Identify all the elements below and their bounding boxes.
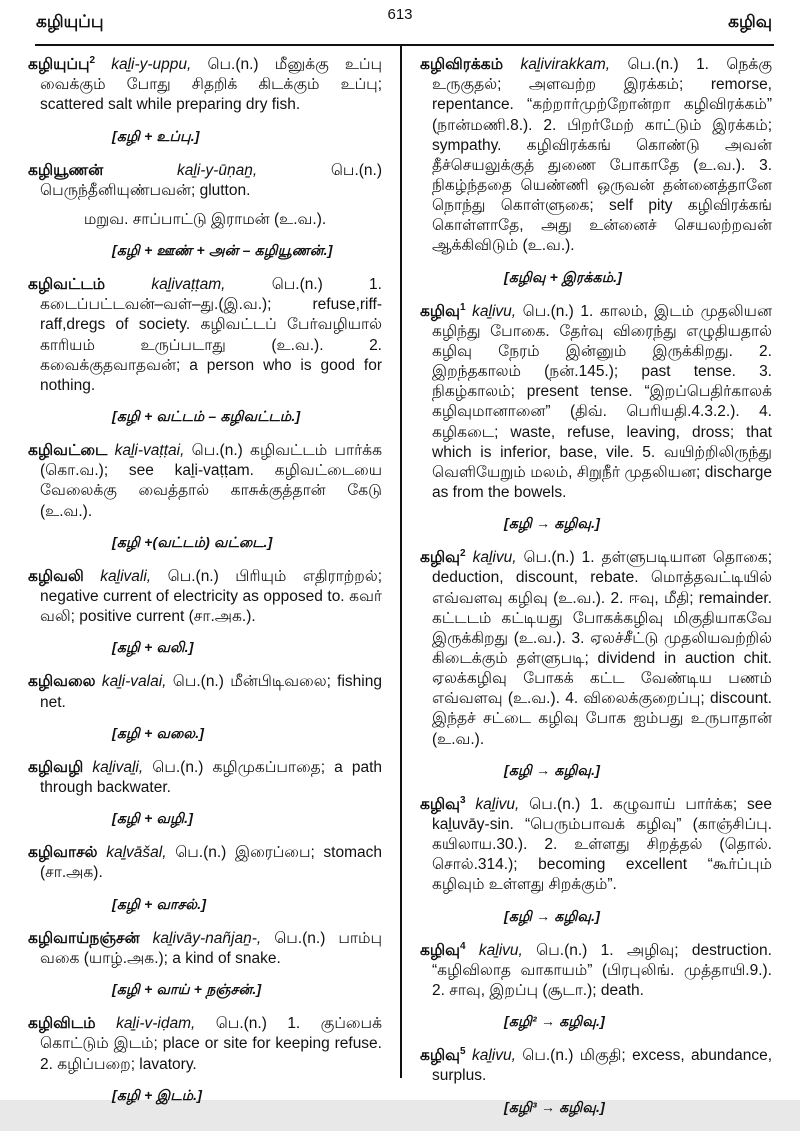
etymology: [கழி³ → கழிவு.]	[504, 1098, 605, 1115]
columns-container	[28, 54, 772, 1131]
headword: கழிவலி	[28, 567, 84, 585]
headword-sense-number: 2	[460, 548, 466, 560]
headword: கழிவு$^4$	[420, 940, 466, 959]
headword: கழிவட்டம்	[28, 276, 106, 294]
entry-kalivu-2	[420, 547, 772, 781]
header-rule	[35, 44, 774, 46]
transliteration: kaḻivu,	[472, 549, 517, 567]
entry-kaliyunan	[28, 160, 382, 261]
etymology: [கழிவு + இரக்கம்.]	[504, 268, 623, 285]
headword: கழிவட்டை	[28, 442, 108, 460]
right-column	[400, 54, 772, 1131]
entry-kalivali-path	[28, 757, 382, 829]
transliteration: kaḻivu,	[475, 795, 520, 813]
etymology: [கழி +(வட்டம்) வட்டை.]	[112, 533, 273, 550]
entry-kalivasal	[28, 842, 382, 914]
headword-sense-number: 5	[460, 1046, 466, 1058]
entry-kalivaynanjan	[28, 928, 382, 1000]
definition-text: பெ.(n.) 1. அழிவு; destruction. “கழிவிலாத வாகாயம்” (பிரபுலிங். முத்தாயி.9.). 2. சாவு, இறப்பு (சூடா.); death.	[432, 941, 772, 999]
definition-text: பெ.(n.) 1. தள்ளுபடியான தொகை; deduction, discount, rebate. மொத்தவட்டியில் எவ்வளவு கழிவு (உ.வ.). 2. ஈவு, மீதி; remainder. கட்டடம் கட்டியது போகக்கழிவு மிகுதியாகவே இருக்கிறது (உ.வ.). 3. ஏலச்சீட்டு முதலியவற்றில் கிடைக்கும் தள்ளுபடி; dividend in auction chit. ஏலக்கழிவு போகக் கட்ட வேண்டிய பணம் எவ்வளவு (உ.வ.). 4. விலைக்குறைப்பு; discount. இந்தச் சட்டை கழிவு போக ஐம்பது உருபாதான் (உ.வ.).	[432, 549, 773, 748]
headword: கழிவாசல்	[28, 844, 98, 862]
etymology: [கழி + வழி.]	[112, 810, 194, 827]
headword-sense-number: 2	[89, 55, 96, 66]
definition-text: பெ.(n.) 1. கழுவாய் பார்க்க; see kaḻuvāy-sin. “பெரும்பாவக் கழிவு” (காஞ்சிப்பு. கயிலாய.30.). 2. உள்ளது சிறத்தல் (தொல். சொல்.314.); becoming excellent “கூர்ப்பும் கழிவும் உள்ளது சிறக்கும்”.	[432, 795, 772, 894]
transliteration: kaḻivu,	[478, 941, 523, 959]
etymology: [கழி → கழிவு.]	[504, 907, 601, 924]
transliteration: kaḻi-valai,	[101, 673, 167, 691]
etymology: [கழி + உப்பு.]	[112, 127, 200, 144]
entry-kalivu-4	[420, 940, 772, 1033]
transliteration: kaḻivu,	[471, 1047, 516, 1065]
headword-sense-number: 4	[460, 940, 466, 952]
definition-text: பெ.(n.) கழிவட்டம் பார்க்க (கொ.வ.); see kaḻi-vaṭṭam. கழிவட்டையை வேலைக்கு வைத்தால் காசுக்குத்தான் கேடு (உ.வ.).	[40, 442, 382, 520]
entry-kaliyuppu	[28, 54, 382, 147]
headword-sense-number: 3	[460, 794, 466, 806]
definition-text: பெ.(n.) 1. காலம், இடம் முதலியன கழிந்து போகை. தேர்வு விரைந்து எழுதியதால் கழிவு நேரம் இன்னும் இருக்கிறது. 2. இறந்தகாலம் (நன்.145.); past tense. 3. நிகழ்காலம்; present tense. “இறப்பெதிர்காலக் கழிவுமானானை” (திவ். பெரியதி.4.3.2.). 4. கழிகடை; waste, refuse, leaving, dross; that which is inferior, base, vile. 5. வயிற்றிலிருந்து வெளியேறும் மலம், சிறுநீர் முதலியன; discharge as from the bowels.	[432, 302, 772, 501]
headword: கழிவு$^5$	[420, 1046, 466, 1065]
left-column	[28, 54, 400, 1131]
headword: கழிவழி	[28, 758, 84, 776]
definition-text: பெ.(n.) 1. நெக்கு உருகுதல்; அளவற்ற இரக்கம்; remorse, repentance. “கற்றார்முற்றோன்றா கழிவிரக்கம்” (நான்மணி.8.). 2. பிறர்மேற் காட்டும் இரக்கம்; sympathy. கழிவிரக்கங் கொண்டு அவன் தீச்செயலுக்குத் துணை போகாதே (உ.வ.). 3. நிகழ்ந்ததை யெண்ணி ஒருவன் தன்னைத்தானே நொந்து கொள்ளுகை; self pity கழிவிரக்கங் கொள்ளாதே, அது உன்னைச் செயலற்றவன் ஆக்கிவிடும் (உ.வ.).	[432, 56, 772, 255]
definition-text: பெ.(n.) பிரியும் எதிராற்றல்; negative current of electricity as opposed to. கவர் வலி; positive current (சா.அக.).	[40, 567, 382, 626]
definition-text: பெ.(n.) பெருந்தீனியுண்பவன்; glutton.	[40, 161, 383, 199]
entry-kalivu-3	[420, 794, 772, 927]
transliteration: kaḻi-y-uppu,	[111, 56, 192, 74]
etymology: [கழி + ஊண் + அன் – கழியூணன்.]	[112, 242, 333, 259]
entry-kalivali-current	[28, 566, 382, 659]
etymology: [கழி² → கழிவு.]	[504, 1013, 605, 1030]
etymology: [கழி + வலி.]	[112, 639, 194, 656]
headword: கழிவிடம்	[28, 1015, 96, 1033]
definition-text: பெ.(n.) 1. கடைப்பட்டவன்–வள்–து.(இ.வ.); refuse,riff-raff,dregs of society. கழிவட்டப் பேர்வழியால் காரியம் உருப்படாது (உ.வ.). 2. கவைக்குதவாதவன்; a person who is good for nothing.	[40, 276, 382, 394]
headword: கழிவு$^2$	[420, 548, 466, 567]
running-head-right-word: கழிவு	[728, 12, 772, 31]
transliteration: kaḻi-y-ūṇaṉ,	[177, 161, 258, 179]
transliteration: kaḻi-vaṭṭai,	[114, 442, 185, 460]
transliteration: kaḻivirakkam,	[520, 56, 611, 74]
entry-kalivattai	[28, 440, 382, 553]
transliteration: kaḻivaṭṭam,	[151, 276, 226, 294]
transliteration: kaḻivāy-nañjaṉ-,	[152, 929, 262, 947]
headword-sense-number: 1	[460, 301, 466, 313]
etymology: [கழி + இடம்.]	[112, 1086, 203, 1103]
entry-kalivalai	[28, 671, 382, 743]
entry-kalividam	[28, 1013, 382, 1106]
entry-kalivu-1	[420, 301, 772, 535]
definition-text: பெ.(n.) மிகுதி; excess, abundance, surplus.	[432, 1047, 773, 1085]
etymology: [கழி + வாசல்.]	[112, 895, 207, 912]
definition-text: பெ.(n.) பாம்பு வகை (யாழ்.அக.); a kind of snake.	[40, 929, 383, 967]
etymology: [கழி → கழிவு.]	[504, 515, 601, 532]
headword: கழியூணன்	[28, 161, 104, 179]
etymology: [கழி + வலை.]	[112, 724, 205, 741]
definition-text: பெ.(n.) கழிமுகப்பாதை; a path through backwater.	[40, 758, 383, 797]
transliteration: kaḻivu,	[472, 302, 517, 320]
definition-text: பெ.(n.) மீனுக்கு உப்பு வைக்கும் போது சிதறிக் கிடக்கும் உப்பு; scattered salt while preparing dry fish.	[40, 56, 383, 114]
entry-kalivattam	[28, 274, 382, 427]
usage-note: மறுவ. சாப்பாட்டு இராமன் (உ.வ.).	[83, 211, 327, 229]
headword: கழிவு$^3$	[420, 794, 466, 813]
entry-kalivu-5	[420, 1045, 772, 1117]
etymology: [கழி + வாய் + நஞ்சன்.]	[112, 981, 262, 998]
headword: கழிவு$^1$	[420, 301, 466, 320]
etymology: [கழி + வட்டம் – கழிவட்டம்.]	[112, 408, 301, 425]
transliteration: kaḻivaḻi,	[92, 758, 144, 776]
definition-text: பெ.(n.) இரைப்பை; stomach (சா.அக).	[40, 844, 383, 882]
headword: கழிவிரக்கம்	[420, 56, 504, 74]
etymology: [கழி → கழிவு.]	[504, 761, 601, 778]
page-number: 613	[387, 6, 413, 23]
transliteration: kaḻivali,	[100, 567, 152, 585]
headword: கழியுப்பு$^2$	[28, 55, 96, 74]
running-head-left-word: கழியுப்பு	[36, 12, 104, 31]
transliteration: kaḻvāšal,	[106, 844, 167, 862]
entry-kalivirakkam	[420, 54, 772, 288]
definition-text: பெ.(n.) மீன்பிடிவலை; fishing net.	[40, 673, 382, 711]
headword: கழிவாய்நஞ்சன்	[28, 929, 140, 947]
transliteration: kaḻi-v-iḍam,	[116, 1015, 196, 1033]
definition-text: பெ.(n.) 1. குப்பைக் கொட்டும் இடம்; place or site for keeping refuse. 2. கழிப்பறை; lavatory.	[40, 1015, 383, 1073]
headword: கழிவலை	[28, 673, 96, 691]
